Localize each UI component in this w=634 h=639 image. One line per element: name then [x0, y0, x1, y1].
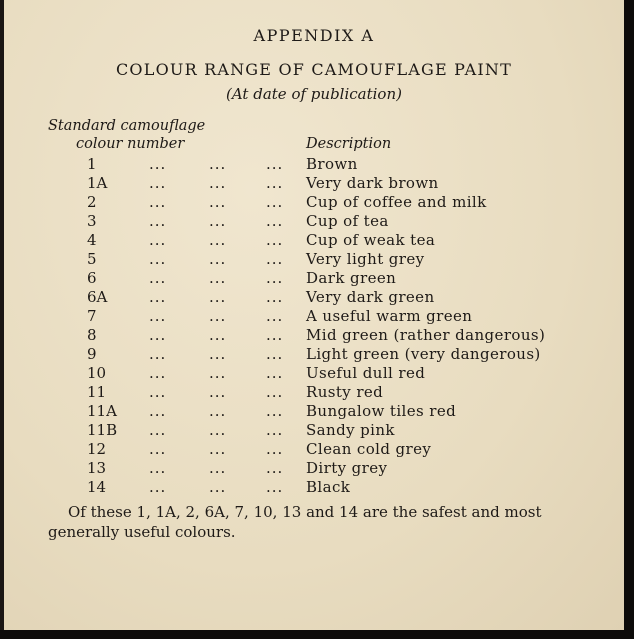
table-row	[4, 307, 624, 326]
table-row	[4, 155, 624, 174]
colour-number: 5	[87, 250, 97, 268]
table-row	[4, 288, 624, 307]
leader-dots: ...	[209, 402, 227, 420]
colour-description: Cup of weak tea	[306, 231, 436, 249]
leader-dots: ...	[266, 155, 284, 173]
colour-description: Useful dull red	[306, 364, 426, 382]
leader-dots: ...	[209, 478, 227, 496]
appendix-title: APPENDIX A	[253, 26, 375, 45]
colour-number: 11A	[87, 402, 117, 420]
colour-number: 14	[87, 478, 107, 496]
leader-dots: ...	[149, 326, 167, 344]
leader-dots: ...	[149, 269, 167, 287]
colour-number: 12	[87, 440, 107, 458]
leader-dots: ...	[149, 383, 167, 401]
leader-dots: ...	[209, 155, 227, 173]
table-row	[4, 212, 624, 231]
colour-description: Black	[306, 478, 351, 496]
colour-number: 11B	[87, 421, 118, 439]
leader-dots: ...	[266, 212, 284, 230]
colour-number: 6	[87, 269, 97, 287]
leader-dots: ...	[149, 459, 167, 477]
colour-number: 11	[87, 383, 107, 401]
leader-dots: ...	[266, 478, 284, 496]
colour-number: 1	[87, 155, 97, 173]
colour-description: A useful warm green	[306, 307, 473, 325]
colour-description: Dirty grey	[306, 459, 388, 477]
colour-description: Brown	[306, 155, 358, 173]
leader-dots: ...	[266, 326, 284, 344]
table-row	[4, 269, 624, 288]
leader-dots: ...	[149, 212, 167, 230]
leader-dots: ...	[209, 440, 227, 458]
colour-number: 1A	[87, 174, 108, 192]
leader-dots: ...	[149, 307, 167, 325]
book-page	[4, 0, 624, 630]
colour-number: 10	[87, 364, 107, 382]
table-row	[4, 250, 624, 269]
leader-dots: ...	[149, 174, 167, 192]
leader-dots: ...	[266, 307, 284, 325]
colour-description: Mid green (rather dangerous)	[306, 326, 546, 344]
leader-dots: ...	[209, 231, 227, 249]
leader-dots: ...	[149, 193, 167, 211]
leader-dots: ...	[209, 421, 227, 439]
colour-number: 7	[87, 307, 97, 325]
leader-dots: ...	[149, 421, 167, 439]
scan-shadow-right	[624, 0, 634, 639]
table-row	[4, 345, 624, 364]
leader-dots: ...	[266, 459, 284, 477]
leader-dots: ...	[266, 421, 284, 439]
leader-dots: ...	[266, 383, 284, 401]
leader-dots: ...	[209, 307, 227, 325]
leader-dots: ...	[266, 402, 284, 420]
table-row	[4, 193, 624, 212]
publication-note: (At date of publication)	[226, 85, 402, 103]
table-row	[4, 421, 624, 440]
colour-description: Rusty red	[306, 383, 384, 401]
column-header-number-line2: colour number	[76, 136, 185, 152]
table-row	[4, 459, 624, 478]
colour-description: Very dark brown	[306, 174, 439, 192]
table-row	[4, 231, 624, 250]
colour-description: Clean cold grey	[306, 440, 432, 458]
leader-dots: ...	[266, 250, 284, 268]
leader-dots: ...	[149, 155, 167, 173]
leader-dots: ...	[209, 345, 227, 363]
colour-number: 6A	[87, 288, 108, 306]
leader-dots: ...	[266, 193, 284, 211]
leader-dots: ...	[266, 231, 284, 249]
scan-shadow-bottom	[0, 630, 634, 639]
leader-dots: ...	[149, 250, 167, 268]
colour-number: 3	[87, 212, 97, 230]
colour-table	[4, 155, 624, 497]
colour-description: Bungalow tiles red	[306, 402, 457, 420]
table-row	[4, 402, 624, 421]
colour-description: Sandy pink	[306, 421, 395, 439]
colour-description: Light green (very dangerous)	[306, 345, 541, 363]
table-row	[4, 478, 624, 497]
leader-dots: ...	[209, 326, 227, 344]
table-row	[4, 174, 624, 193]
colour-number: 2	[87, 193, 97, 211]
table-row	[4, 440, 624, 459]
leader-dots: ...	[266, 345, 284, 363]
colour-description: Cup of tea	[306, 212, 389, 230]
colour-description: Dark green	[306, 269, 397, 287]
leader-dots: ...	[149, 231, 167, 249]
leader-dots: ...	[209, 193, 227, 211]
leader-dots: ...	[209, 459, 227, 477]
leader-dots: ...	[209, 269, 227, 287]
leader-dots: ...	[149, 364, 167, 382]
colour-number: 8	[87, 326, 97, 344]
leader-dots: ...	[209, 364, 227, 382]
colour-description: Very dark green	[306, 288, 435, 306]
leader-dots: ...	[149, 288, 167, 306]
footer-paragraph: Of these 1, 1A, 2, 6A, 7, 10, 13 and 14 are the safest and most generally useful colours.	[48, 503, 542, 541]
leader-dots: ...	[209, 288, 227, 306]
leader-dots: ...	[266, 269, 284, 287]
leader-dots: ...	[209, 212, 227, 230]
leader-dots: ...	[266, 174, 284, 192]
leader-dots: ...	[209, 174, 227, 192]
leader-dots: ...	[149, 402, 167, 420]
leader-dots: ...	[266, 288, 284, 306]
leader-dots: ...	[209, 250, 227, 268]
table-row	[4, 326, 624, 345]
colour-number: 13	[87, 459, 107, 477]
leader-dots: ...	[149, 345, 167, 363]
column-header-description: Description	[306, 136, 392, 152]
table-row	[4, 383, 624, 402]
colour-description: Very light grey	[306, 250, 425, 268]
appendix-subtitle: COLOUR RANGE OF CAMOUFLAGE PAINT	[115, 60, 513, 79]
colour-number: 9	[87, 345, 97, 363]
column-header-number-line1: Standard camouflage	[48, 118, 206, 134]
leader-dots: ...	[266, 364, 284, 382]
colour-description: Cup of coffee and milk	[306, 193, 487, 211]
leader-dots: ...	[149, 440, 167, 458]
leader-dots: ...	[149, 478, 167, 496]
leader-dots: ...	[266, 440, 284, 458]
table-row	[4, 364, 624, 383]
leader-dots: ...	[209, 383, 227, 401]
colour-number: 4	[87, 231, 97, 249]
